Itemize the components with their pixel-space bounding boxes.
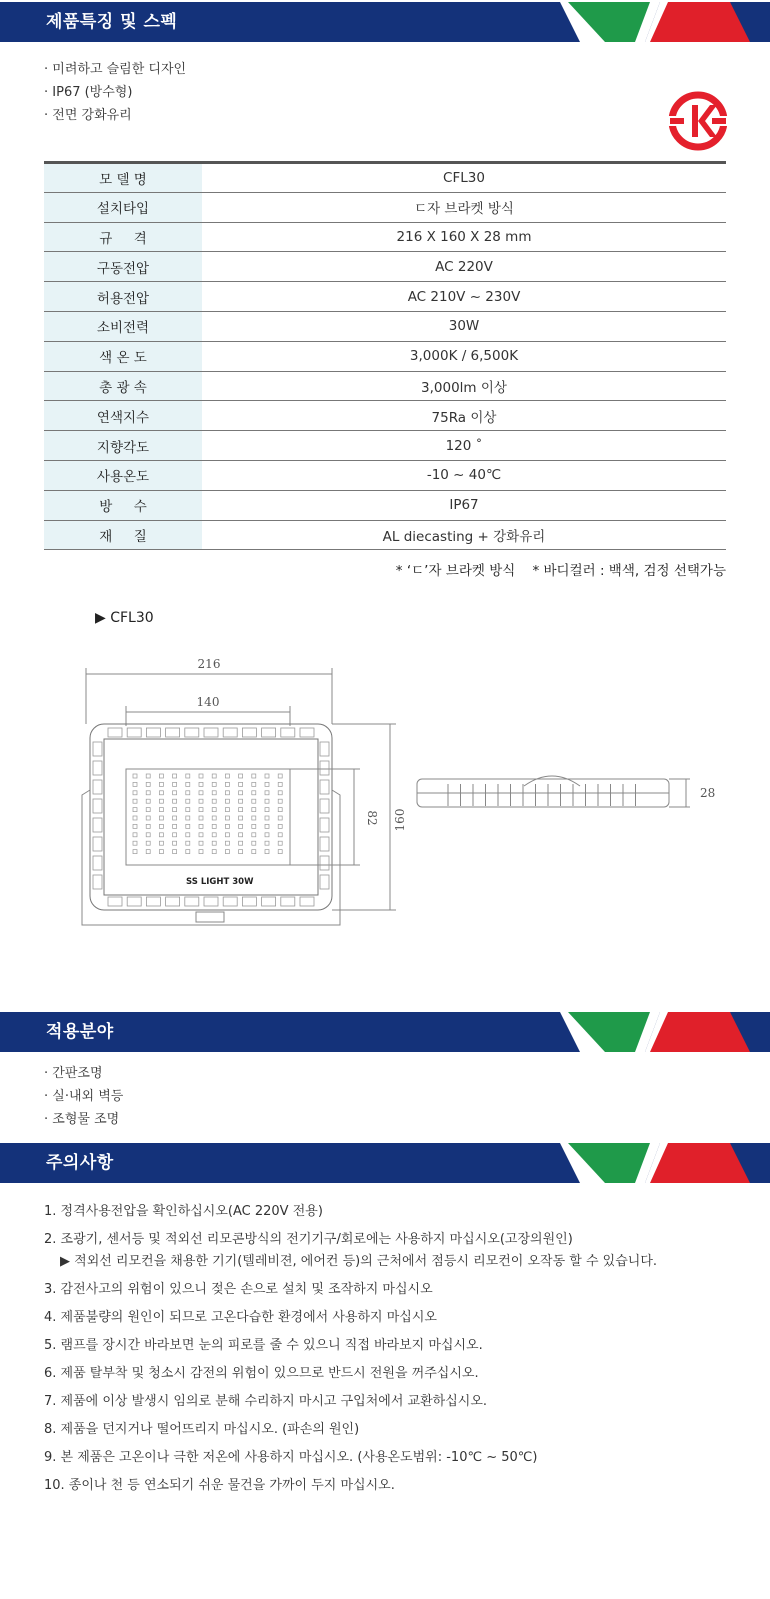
led-cell: [133, 850, 137, 854]
banner-stripe-icon: [550, 1143, 770, 1183]
led-cell: [239, 833, 243, 837]
spec-key: 연색지수: [44, 401, 202, 431]
led-cell: [212, 774, 216, 778]
led-cell: [252, 833, 256, 837]
led-cell: [173, 841, 177, 845]
cautions-list: [44, 1198, 657, 1500]
led-cell: [146, 841, 150, 845]
applications-title: 적용분야: [46, 1022, 114, 1042]
led-cell: [186, 782, 190, 786]
frame-cell: [93, 856, 102, 870]
led-cell: [212, 791, 216, 795]
brand-mark: SS LIGHT 30W: [186, 877, 254, 887]
led-cell: [159, 841, 163, 845]
list-item: 1. 정격사용전압을 확인하십시오(AC 220V 전용): [44, 1204, 323, 1219]
list-item: 3. 감전사고의 위험이 있으니 젖은 손으로 설치 및 조작하지 마십시오: [44, 1282, 433, 1297]
dim-width-label: 216: [197, 657, 221, 671]
list-item: · 실·내외 벽등: [44, 1089, 124, 1104]
led-cell: [146, 833, 150, 837]
led-cell: [212, 824, 216, 828]
led-cell: [265, 799, 269, 803]
led-cell: [146, 782, 150, 786]
led-cell: [159, 824, 163, 828]
led-cell: [186, 850, 190, 854]
frame-cell: [93, 818, 102, 832]
frame-cell: [93, 761, 102, 775]
led-cell: [133, 791, 137, 795]
led-cell: [146, 850, 150, 854]
led-cell: [212, 833, 216, 837]
led-cell: [278, 782, 282, 786]
led-cell: [212, 841, 216, 845]
spec-key: 지향각도: [44, 431, 202, 461]
list-item: 5. 램프를 장시간 바라보면 눈의 피로를 줄 수 있으니 직접 바라보지 마십시오.: [44, 1338, 483, 1353]
spec-table: [44, 161, 726, 550]
spec-key: 사용온도: [44, 460, 202, 490]
frame-cell: [320, 818, 329, 832]
led-cell: [225, 850, 229, 854]
frame-cell: [204, 728, 218, 737]
led-cell: [239, 799, 243, 803]
spec-value: 3,000K / 6,500K: [202, 341, 726, 371]
spec-value: AC 220V: [202, 252, 726, 282]
led-cell: [252, 799, 256, 803]
spec-value: AC 210V ~ 230V: [202, 282, 726, 312]
list-item: 9. 본 제품은 고온이나 극한 저온에 사용하지 마십시오. (사용온도범위: -10℃ ~ 50℃): [44, 1450, 538, 1465]
table-row: [44, 222, 726, 252]
frame-cell: [127, 897, 141, 906]
spec-value: 120 ˚: [202, 431, 726, 461]
led-cell: [146, 799, 150, 803]
spec-key: 총 광 속: [44, 371, 202, 401]
table-row: [44, 282, 726, 312]
led-cell: [239, 774, 243, 778]
table-row: [44, 311, 726, 341]
led-cell: [265, 833, 269, 837]
spec-key: 색 온 도: [44, 341, 202, 371]
dim-depth-label: 28: [700, 786, 716, 800]
list-item: 2. 조광기, 센서등 및 적외선 리모콘방식의 전기기구/회로에는 사용하지 마십시오(고장의원인): [44, 1232, 573, 1247]
frame-cell: [320, 780, 329, 794]
spec-value: AL diecasting + 강화유리: [202, 520, 726, 550]
table-row: [44, 371, 726, 401]
led-cell: [252, 841, 256, 845]
cautions-banner: [0, 1143, 770, 1183]
frame-cell: [320, 799, 329, 813]
frame-cell: [320, 742, 329, 756]
led-cell: [199, 808, 203, 812]
frame-cell: [93, 780, 102, 794]
table-row: [44, 401, 726, 431]
led-cell: [212, 816, 216, 820]
banner-stripe-icon: [550, 1012, 770, 1052]
list-item: · 간판조명: [44, 1066, 103, 1081]
led-cell: [252, 774, 256, 778]
led-cell: [159, 791, 163, 795]
frame-cell: [185, 728, 199, 737]
led-cell: [173, 808, 177, 812]
frame-cell: [281, 728, 295, 737]
led-cell: [133, 782, 137, 786]
frame-cell: [93, 799, 102, 813]
features-list: [44, 58, 186, 127]
led-cell: [159, 850, 163, 854]
dim-led-label: 82: [365, 810, 379, 826]
led-cell: [186, 833, 190, 837]
frame-cell: [320, 837, 329, 851]
spec-key: 구동전압: [44, 252, 202, 282]
technical-drawing: [0, 650, 770, 950]
led-cell: [239, 850, 243, 854]
spec-value: 216 X 160 X 28 mm: [202, 222, 726, 252]
led-cell: [146, 816, 150, 820]
led-cell: [239, 808, 243, 812]
frame-cell: [93, 875, 102, 889]
led-cell: [133, 799, 137, 803]
frame-cell: [300, 728, 314, 737]
led-cell: [146, 791, 150, 795]
frame-cell: [204, 897, 218, 906]
led-cell: [252, 850, 256, 854]
led-cell: [186, 799, 190, 803]
led-cell: [133, 833, 137, 837]
led-cell: [199, 841, 203, 845]
led-cell: [199, 833, 203, 837]
led-cell: [212, 808, 216, 812]
frame-cell: [166, 897, 180, 906]
led-cell: [173, 824, 177, 828]
frame-cell: [146, 897, 160, 906]
table-row: [44, 192, 726, 222]
list-item: · 조형물 조명: [44, 1112, 120, 1127]
led-cell: [212, 799, 216, 803]
led-cell: [199, 791, 203, 795]
spec-key: 소비전력: [44, 311, 202, 341]
frame-cell: [223, 728, 237, 737]
table-row: [44, 163, 726, 193]
led-cell: [225, 808, 229, 812]
led-cell: [225, 816, 229, 820]
led-cell: [186, 816, 190, 820]
spec-note: * ‘ㄷ’자 브라켓 방식 * 바디컬러 : 백색, 검정 선택가능: [395, 563, 726, 579]
led-cell: [225, 833, 229, 837]
led-cell: [133, 774, 137, 778]
led-cell: [225, 799, 229, 803]
led-cell: [186, 841, 190, 845]
spec-value: ㄷ자 브라켓 방식: [202, 192, 726, 222]
frame-cell: [166, 728, 180, 737]
frame-cell: [281, 897, 295, 906]
spec-key: 규 격: [44, 222, 202, 252]
cautions-title: 주의사항: [46, 1153, 114, 1173]
led-cell: [173, 799, 177, 803]
dim-inner-label: 140: [196, 695, 220, 709]
frame-cell: [93, 742, 102, 756]
list-item: ▶ 적외선 리모컨을 채용한 기기(텔레비젼, 에어컨 등)의 근처에서 점등시 리모컨이 오작동 할 수 있습니다.: [60, 1254, 658, 1269]
frame-cell: [242, 728, 256, 737]
led-cell: [252, 816, 256, 820]
spec-value: 75Ra 이상: [202, 401, 726, 431]
led-cell: [252, 791, 256, 795]
spec-key: 설치타입: [44, 192, 202, 222]
led-cell: [239, 791, 243, 795]
led-cell: [278, 850, 282, 854]
led-cell: [173, 816, 177, 820]
led-cell: [133, 808, 137, 812]
led-cell: [265, 824, 269, 828]
led-cell: [199, 774, 203, 778]
led-cell: [278, 841, 282, 845]
led-cell: [265, 841, 269, 845]
led-cell: [199, 850, 203, 854]
led-cell: [186, 791, 190, 795]
frame-cell: [185, 897, 199, 906]
frame-cell: [320, 856, 329, 870]
led-cell: [133, 816, 137, 820]
frame-cell: [146, 728, 160, 737]
led-cell: [173, 774, 177, 778]
led-cell: [278, 816, 282, 820]
led-cell: [225, 791, 229, 795]
table-row: [44, 490, 726, 520]
model-label: ▶ CFL30: [95, 610, 154, 626]
led-cell: [159, 782, 163, 786]
led-cell: [225, 824, 229, 828]
spec-key: 재 질: [44, 520, 202, 550]
led-cell: [252, 782, 256, 786]
led-cell: [159, 833, 163, 837]
led-cell: [278, 799, 282, 803]
led-cell: [186, 824, 190, 828]
spec-value: 3,000lm 이상: [202, 371, 726, 401]
frame-cell: [320, 761, 329, 775]
led-cell: [278, 833, 282, 837]
led-cell: [225, 782, 229, 786]
led-cell: [252, 808, 256, 812]
led-cell: [199, 799, 203, 803]
dim-height-label: 160: [393, 808, 407, 832]
list-item: 10. 종이나 천 등 연소되기 쉬운 물건을 가까이 두지 마십시오.: [44, 1478, 395, 1493]
led-cell: [133, 841, 137, 845]
led-cell: [265, 808, 269, 812]
spec-value: CFL30: [202, 163, 726, 193]
spec-key: 방 수: [44, 490, 202, 520]
led-cell: [146, 808, 150, 812]
led-cell: [186, 808, 190, 812]
frame-cell: [223, 897, 237, 906]
table-row: [44, 341, 726, 371]
led-cell: [173, 782, 177, 786]
table-row: [44, 520, 726, 550]
led-cell: [212, 850, 216, 854]
led-cell: [265, 850, 269, 854]
led-cell: [278, 774, 282, 778]
spec-value: 30W: [202, 311, 726, 341]
table-row: [44, 431, 726, 461]
led-cell: [212, 782, 216, 786]
led-cell: [173, 850, 177, 854]
features-title: 제품특징 및 스펙: [46, 12, 178, 32]
frame-cell: [262, 728, 276, 737]
list-item: 6. 제품 탈부착 및 청소시 감전의 위험이 있으므로 반드시 전원을 꺼주십시오.: [44, 1366, 479, 1381]
led-cell: [199, 816, 203, 820]
led-cell: [239, 841, 243, 845]
list-item: · 미려하고 슬림한 디자인: [44, 62, 187, 77]
frame-cell: [242, 897, 256, 906]
led-cell: [159, 774, 163, 778]
led-cell: [265, 791, 269, 795]
led-cell: [186, 774, 190, 778]
list-item: 4. 제품불량의 원인이 되므로 고온다습한 환경에서 사용하지 마십시오: [44, 1310, 437, 1325]
table-row: [44, 460, 726, 490]
list-item: 8. 제품을 던지거나 떨어뜨리지 마십시오. (파손의 원인): [44, 1422, 360, 1437]
led-cell: [199, 782, 203, 786]
led-cell: [265, 782, 269, 786]
frame-cell: [127, 728, 141, 737]
ks-mark-icon: [668, 91, 728, 151]
list-item: · IP67 (방수형): [44, 85, 133, 100]
led-cell: [225, 841, 229, 845]
led-cell: [146, 824, 150, 828]
led-cell: [278, 824, 282, 828]
banner-stripe-icon: [550, 2, 770, 42]
led-cell: [133, 824, 137, 828]
led-cell: [159, 808, 163, 812]
led-cell: [199, 824, 203, 828]
table-row: [44, 252, 726, 282]
frame-cell: [320, 875, 329, 889]
frame-cell: [262, 897, 276, 906]
frame-cell: [300, 897, 314, 906]
led-cell: [239, 824, 243, 828]
spec-value: -10 ~ 40℃: [202, 460, 726, 490]
led-cell: [173, 791, 177, 795]
spec-value: IP67: [202, 490, 726, 520]
features-banner: [0, 2, 770, 42]
led-cell: [173, 833, 177, 837]
applications-list: [44, 1062, 123, 1131]
led-cell: [252, 824, 256, 828]
led-cell: [225, 774, 229, 778]
list-item: · 전면 강화유리: [44, 108, 132, 123]
led-cell: [278, 791, 282, 795]
spec-key: 모 델 명: [44, 163, 202, 193]
spec-key: 허용전압: [44, 282, 202, 312]
led-cell: [278, 808, 282, 812]
list-item: 7. 제품에 이상 발생시 임의로 분해 수리하지 마시고 구입처에서 교환하십시오.: [44, 1394, 488, 1409]
led-cell: [265, 774, 269, 778]
led-cell: [265, 816, 269, 820]
applications-banner: [0, 1012, 770, 1052]
frame-cell: [93, 837, 102, 851]
frame-cell: [108, 897, 122, 906]
led-cell: [239, 816, 243, 820]
frame-cell: [108, 728, 122, 737]
led-cell: [159, 816, 163, 820]
led-cell: [146, 774, 150, 778]
led-cell: [239, 782, 243, 786]
led-cell: [159, 799, 163, 803]
